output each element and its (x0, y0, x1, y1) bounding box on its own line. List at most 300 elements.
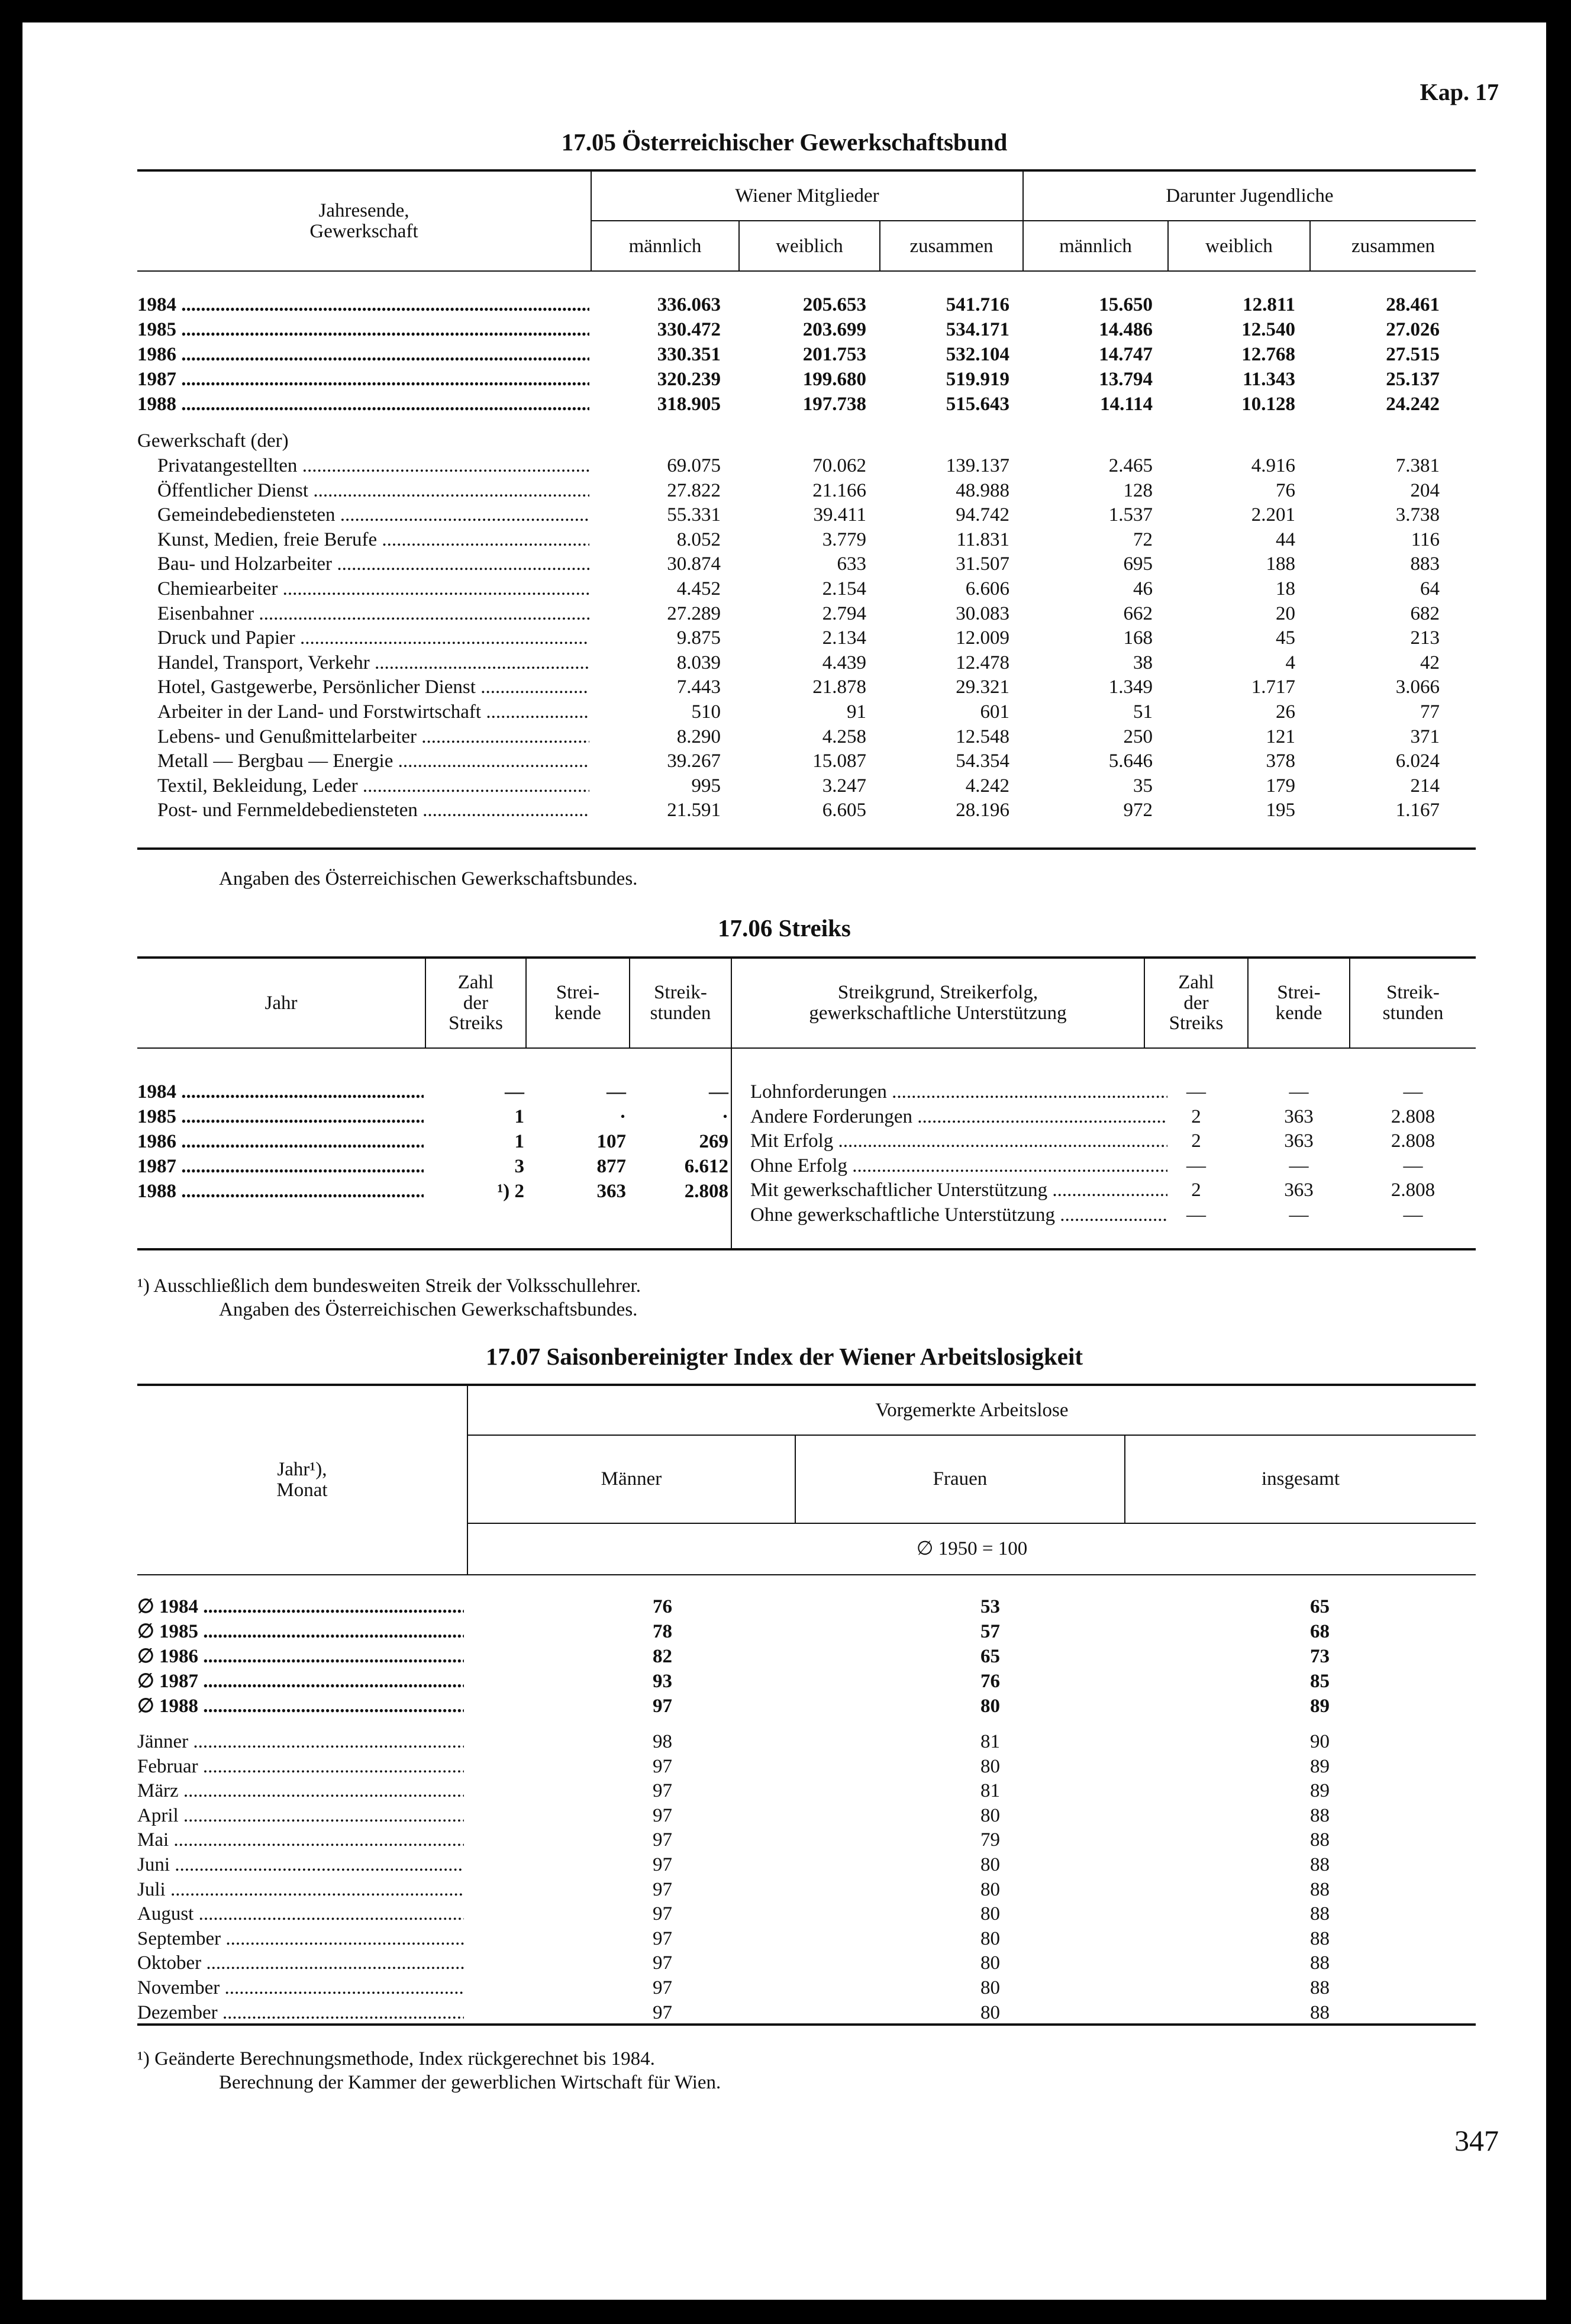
cell-value: 21.591 (667, 800, 721, 821)
footnote: ¹) Ausschließlich dem bundesweiten Streik der Volksschullehrer. (137, 1275, 641, 1297)
cell-value: 128 (1123, 479, 1153, 501)
cell-value: 2.808 (1391, 1105, 1435, 1127)
base-note: ∅ 1950 = 100 (916, 1538, 1028, 1560)
cell-value: 48.988 (956, 479, 1009, 501)
cell-value: 88 (1310, 2001, 1330, 2023)
col-header: Zahl der Streiks (449, 971, 503, 1034)
row-label: Privatangestellten ..... (157, 453, 589, 478)
cell-value: 330.472 (657, 319, 721, 340)
row-label: Jänner ..... (137, 1729, 464, 1754)
cell-value: — (607, 1081, 626, 1103)
cell-value: 1 (514, 1131, 524, 1152)
row-label: 1985 ..... (137, 1104, 424, 1129)
cell-value: 214 (1410, 775, 1440, 797)
cell-value: 363 (1284, 1179, 1314, 1201)
row-label: September ..... (137, 1926, 464, 1951)
cell-value: 12.009 (956, 627, 1009, 649)
cell-value: 91 (847, 701, 866, 723)
group-header-members: Wiener Mitglieder (735, 185, 879, 207)
cell-value: 51 (1133, 701, 1153, 723)
cell-value: — (709, 1081, 728, 1103)
cell-value: 116 (1411, 528, 1440, 550)
row-label: 1985 ..... (137, 317, 589, 342)
table-row (22, 1694, 1546, 1719)
row-label: Hotel, Gastgewerbe, Persönlicher Dienst ..... (157, 675, 589, 700)
table-row (22, 1594, 1546, 1619)
cell-value: 4.439 (822, 652, 866, 673)
cell-value: 80 (980, 2001, 1000, 2023)
cell-value: 72 (1133, 528, 1153, 550)
cell-value: 14.114 (1100, 394, 1153, 415)
cell-value: 121 (1266, 726, 1295, 747)
cell-value: 88 (1310, 1878, 1330, 1900)
cell-value: 81 (980, 1731, 1000, 1752)
cell-value: 1.537 (1108, 504, 1153, 526)
row-label: Andere Forderungen ..... (750, 1104, 1167, 1129)
cell-value: 97 (653, 1755, 672, 1777)
cell-value: 20 (1276, 602, 1295, 624)
cell-value: 378 (1266, 750, 1295, 772)
group-header: Vorgemerkte Arbeitslose (875, 1399, 1069, 1421)
cell-value: 682 (1410, 602, 1440, 624)
cell-value: — (1186, 1204, 1206, 1226)
row-label: Dezember ..... (137, 2000, 464, 2025)
cell-value: — (1403, 1155, 1423, 1176)
cell-value: 168 (1123, 627, 1153, 649)
table-row (22, 1104, 1546, 1129)
cell-value: 80 (980, 1952, 1000, 1974)
cell-value: 44 (1276, 528, 1295, 550)
col-header: Frauen (933, 1468, 988, 1490)
table-1707-title: 17.07 Saisonbereinigter Index der Wiener Arbeitslosigkeit (485, 1343, 1083, 1370)
table-row (22, 773, 1546, 798)
row-label: November ..... (137, 1975, 464, 2000)
col-header: Strei- kende (554, 982, 601, 1024)
footnote: ¹) Geänderte Berechnungsmethode, Index rückgerechnet bis 1984. (137, 2048, 655, 2070)
cell-value: 97 (653, 1878, 672, 1900)
cell-value: 541.716 (946, 294, 1009, 315)
cell-value: 3.066 (1395, 676, 1440, 698)
cell-value: 53 (980, 1596, 1000, 1617)
cell-value: 38 (1133, 652, 1153, 673)
cell-value: 27.289 (667, 602, 721, 624)
table-row (22, 1178, 1546, 1203)
cell-value: 1.349 (1108, 676, 1153, 698)
table-row (22, 478, 1546, 503)
page (22, 22, 1546, 2300)
cell-value: 363 (1284, 1130, 1314, 1152)
row-label: August ..... (137, 1901, 464, 1926)
cell-value: 2.808 (1391, 1130, 1435, 1152)
cell-value: 3.738 (1395, 504, 1440, 526)
cell-value: 54.354 (956, 750, 1009, 772)
cell-value: 205.653 (802, 294, 866, 315)
cell-value: 35 (1133, 775, 1153, 797)
cell-value: 24.242 (1386, 394, 1440, 415)
cell-value: 97 (653, 1927, 672, 1949)
cell-value: 76 (1276, 479, 1295, 501)
cell-value: 97 (653, 1780, 672, 1802)
row-label: Öffentlicher Dienst ..... (157, 478, 589, 503)
table-row (22, 650, 1546, 675)
cell-value: 1.167 (1395, 800, 1440, 821)
rule (137, 847, 1476, 850)
row-label: Juni ..... (137, 1852, 464, 1877)
cell-value: 363 (1284, 1105, 1314, 1127)
cell-value: 77 (1420, 701, 1440, 723)
cell-value: 330.351 (657, 344, 721, 365)
table-row (22, 798, 1546, 823)
table-row (22, 724, 1546, 749)
cell-value: 2.154 (822, 578, 866, 599)
row-label: ∅ 1985 ..... (137, 1619, 464, 1644)
row-label: 1988 ..... (137, 1179, 424, 1204)
row-label: Gemeindebediensteten ..... (157, 502, 589, 527)
cell-value: 97 (653, 1829, 672, 1851)
cell-value: — (1186, 1155, 1206, 1176)
cell-value: 2.201 (1251, 504, 1295, 526)
table-row (22, 552, 1546, 576)
table-row (22, 292, 1546, 317)
table-row (22, 675, 1546, 700)
cell-value: 107 (596, 1131, 626, 1152)
cell-value: 30.083 (956, 602, 1009, 624)
col-header: Männer (601, 1468, 662, 1490)
row-label: Druck und Papier ..... (157, 626, 589, 650)
cell-value: 97 (653, 1903, 672, 1925)
cell-value: 4.452 (676, 578, 721, 599)
row-label: Textil, Bekleidung, Leder ..... (157, 773, 589, 798)
cell-value: 97 (653, 1696, 672, 1717)
cell-value: 2.465 (1108, 455, 1153, 476)
cell-value: 3.247 (822, 775, 866, 797)
cell-value: 70.062 (812, 455, 866, 476)
table-row (22, 527, 1546, 552)
row-label: Chemiearbeiter ..... (157, 576, 589, 601)
cell-value: 42 (1420, 652, 1440, 673)
cell-value: 7.443 (676, 676, 721, 698)
rule (137, 1574, 1476, 1575)
col-header: insgesamt (1262, 1468, 1340, 1490)
cell-value: 89 (1310, 1696, 1330, 1717)
cell-value: 3 (514, 1156, 524, 1177)
cell-value: 11.831 (956, 528, 1009, 550)
cell-value: 201.753 (802, 344, 866, 365)
chapter-label: Kap. 17 (1420, 79, 1499, 105)
cell-value: 6.612 (684, 1156, 728, 1177)
row-label: Ohne Erfolg ..... (750, 1153, 1167, 1178)
row-label: ∅ 1984 ..... (137, 1594, 464, 1619)
row-label: Mit Erfolg ..... (750, 1129, 1167, 1153)
table-row (22, 1877, 1546, 1902)
rule (137, 2023, 1476, 2026)
row-label: April ..... (137, 1803, 464, 1828)
row-label: Bau- und Holzarbeiter ..... (157, 552, 589, 576)
cell-value: 88 (1310, 1854, 1330, 1875)
cell-value: 15.087 (812, 750, 866, 772)
cell-value: 633 (837, 553, 866, 575)
cell-value: 80 (980, 1903, 1000, 1925)
cell-value: 89 (1310, 1755, 1330, 1777)
cell-value: 203.699 (802, 319, 866, 340)
cell-value: 12.478 (956, 652, 1009, 673)
row-label: 1987 ..... (137, 367, 589, 392)
cell-value: 80 (980, 1977, 1000, 1999)
cell-value: 519.919 (946, 369, 1009, 390)
table-row (22, 1827, 1546, 1852)
cell-value: 78 (653, 1621, 672, 1642)
cell-value: 10.128 (1241, 394, 1295, 415)
cell-value: 13.794 (1099, 369, 1153, 390)
row-label: 1986 ..... (137, 342, 589, 367)
table-row (22, 1852, 1546, 1877)
table-row (22, 1669, 1546, 1694)
cell-value: 8.039 (676, 652, 721, 673)
cell-value: 27.515 (1386, 344, 1440, 365)
cell-value: 88 (1310, 1903, 1330, 1925)
rule (137, 1248, 1476, 1250)
cell-value: 2 (1191, 1130, 1201, 1152)
cell-value: 94.742 (956, 504, 1009, 526)
cell-value: 601 (980, 701, 1009, 723)
table-row (22, 1644, 1546, 1669)
table-row (22, 1203, 1546, 1227)
cell-value: 30.874 (667, 553, 721, 575)
cell-value: 2 (1191, 1179, 1201, 1201)
cell-value: 204 (1410, 479, 1440, 501)
cell-value: — (1289, 1155, 1309, 1176)
cell-value: 76 (980, 1671, 1000, 1692)
page-number: 347 (1454, 2124, 1499, 2157)
col-header: Streikgrund, Streikerfolg, gewerkschaftliche Unterstützung (809, 982, 1067, 1024)
cell-value: 90 (1310, 1731, 1330, 1752)
cell-value: 97 (653, 1854, 672, 1875)
cell-value: 93 (653, 1671, 672, 1692)
cell-value: 65 (980, 1646, 1000, 1667)
cell-value: 28.461 (1386, 294, 1440, 315)
cell-value: 39.267 (667, 750, 721, 772)
col-header: Jahr (264, 992, 298, 1014)
table-row (22, 392, 1546, 417)
table-row (22, 502, 1546, 527)
cell-value: 97 (653, 2001, 672, 2023)
row-label: Lebens- und Genußmittelarbeiter ..... (157, 724, 589, 749)
row-label: Metall — Bergbau — Energie ..... (157, 749, 589, 773)
cell-value: ¹) 2 (497, 1181, 524, 1202)
cell-value: 515.643 (946, 394, 1009, 415)
cell-value: 80 (980, 1854, 1000, 1875)
cell-value: 98 (653, 1731, 672, 1752)
cell-value: 15.650 (1099, 294, 1153, 315)
cell-value: 80 (980, 1878, 1000, 1900)
cell-value: 88 (1310, 1927, 1330, 1949)
cell-value: 7.381 (1395, 455, 1440, 476)
table-row (22, 1926, 1546, 1951)
cell-value: 2.794 (822, 602, 866, 624)
table-1705-title: 17.05 Österreichischer Gewerkschaftsbund (561, 128, 1008, 156)
cell-value: 82 (653, 1646, 672, 1667)
col-header: männlich (628, 235, 702, 257)
cell-value: 197.738 (802, 394, 866, 415)
stub-header: Jahresende, Gewerkschaft (309, 200, 418, 242)
group-header-youth: Darunter Jugendliche (1166, 185, 1334, 207)
rule (137, 1047, 1476, 1049)
cell-value: 64 (1420, 578, 1440, 599)
cell-value: 195 (1266, 800, 1295, 821)
row-label: Mit gewerkschaftlicher Unterstützung ..... (750, 1178, 1167, 1203)
table-row (22, 1951, 1546, 1975)
cell-value: 25.137 (1386, 369, 1440, 390)
cell-value: 4 (1285, 652, 1295, 673)
cell-value: 4.916 (1251, 455, 1295, 476)
cell-value: 80 (980, 1804, 1000, 1826)
cell-value: 80 (980, 1755, 1000, 1777)
cell-value: 39.411 (813, 504, 866, 526)
table-row (22, 1778, 1546, 1803)
table-row (22, 342, 1546, 367)
cell-value: 97 (653, 1804, 672, 1826)
cell-value: 199.680 (802, 369, 866, 390)
cell-value: 81 (980, 1780, 1000, 1802)
cell-value: 68 (1310, 1621, 1330, 1642)
table-row (22, 1153, 1546, 1178)
cell-value: 2.808 (684, 1181, 728, 1202)
table-row (22, 367, 1546, 392)
group-label: Gewerkschaft (der) (137, 430, 289, 452)
cell-value: 6.024 (1395, 750, 1440, 772)
table-row (22, 1619, 1546, 1644)
cell-value: 80 (980, 1696, 1000, 1717)
cell-value: 510 (691, 701, 721, 723)
cell-value: 995 (691, 775, 721, 797)
row-label: Arbeiter in der Land- und Forstwirtschaft ..... (157, 700, 589, 724)
cell-value: 371 (1410, 726, 1440, 747)
cell-value: 534.171 (946, 319, 1009, 340)
cell-value: 85 (1310, 1671, 1330, 1692)
row-label: 1986 ..... (137, 1129, 424, 1154)
table-row (22, 700, 1546, 724)
cell-value: 27.822 (667, 479, 721, 501)
cell-value: 73 (1310, 1646, 1330, 1667)
table-row (22, 1729, 1546, 1754)
source-note: Angaben des Österreichischen Gewerkschaftsbundes. (219, 1299, 638, 1320)
cell-value: 12.768 (1241, 344, 1295, 365)
cell-value: 11.343 (1243, 369, 1295, 390)
cell-value: 336.063 (657, 294, 721, 315)
cell-value: 2.134 (822, 627, 866, 649)
cell-value: 318.905 (657, 394, 721, 415)
cell-value: 8.290 (676, 726, 721, 747)
cell-value: 31.507 (956, 553, 1009, 575)
col-header: weiblich (1205, 235, 1273, 257)
source-note: Berechnung der Kammer der gewerblichen Wirtschaft für Wien. (219, 2072, 721, 2093)
col-header: Streik- stunden (650, 982, 711, 1024)
cell-value: 363 (596, 1181, 626, 1202)
table-row (22, 1803, 1546, 1828)
table-row (22, 1901, 1546, 1926)
cell-value: 877 (596, 1156, 626, 1177)
cell-value: — (1403, 1204, 1423, 1226)
cell-value: 9.875 (676, 627, 721, 649)
cell-value: 55.331 (667, 504, 721, 526)
cell-value: 88 (1310, 1829, 1330, 1851)
row-label: Lohnforderungen ..... (750, 1079, 1167, 1104)
cell-value: 12.548 (956, 726, 1009, 747)
cell-value: 65 (1310, 1596, 1330, 1617)
row-label: 1984 ..... (137, 1079, 424, 1104)
cell-value: 139.137 (946, 455, 1009, 476)
cell-value: 76 (653, 1596, 672, 1617)
cell-value: — (505, 1081, 524, 1103)
cell-value: 1.717 (1251, 676, 1295, 698)
cell-value: 28.196 (956, 800, 1009, 821)
cell-value: 6.606 (965, 578, 1009, 599)
cell-value: 18 (1276, 578, 1295, 599)
cell-value: 1 (514, 1106, 524, 1127)
cell-value: 88 (1310, 1952, 1330, 1974)
cell-value: 80 (980, 1927, 1000, 1949)
cell-value: 883 (1410, 553, 1440, 575)
cell-value: — (1403, 1081, 1423, 1103)
cell-value: 12.540 (1241, 319, 1295, 340)
row-label: 1984 ..... (137, 292, 589, 317)
col-header: Zahl der Streiks (1169, 971, 1224, 1034)
cell-value: 27.026 (1386, 319, 1440, 340)
cell-value: — (1289, 1081, 1309, 1103)
row-label: Handel, Transport, Verkehr ..... (157, 650, 589, 675)
table-row (22, 2000, 1546, 2025)
cell-value: 188 (1266, 553, 1295, 575)
col-header: zusammen (1351, 235, 1435, 257)
cell-value: 269 (699, 1131, 728, 1152)
table-row (22, 576, 1546, 601)
row-label: Februar ..... (137, 1754, 464, 1779)
cell-value: 532.104 (946, 344, 1009, 365)
row-label: März ..... (137, 1778, 464, 1803)
col-header: weiblich (776, 235, 843, 257)
cell-value: 213 (1410, 627, 1440, 649)
row-label: ∅ 1988 ..... (137, 1694, 464, 1719)
cell-value: 5.646 (1108, 750, 1153, 772)
table-row (22, 453, 1546, 478)
cell-value: 3.779 (822, 528, 866, 550)
row-label: ∅ 1987 ..... (137, 1669, 464, 1694)
row-label: 1988 ..... (137, 392, 589, 417)
cell-value: 14.486 (1099, 319, 1153, 340)
table-row (22, 749, 1546, 773)
cell-value: 6.605 (822, 800, 866, 821)
cell-value: · (721, 1106, 728, 1127)
row-label: ∅ 1986 ..... (137, 1644, 464, 1669)
stub-header: Jahr¹), Monat (276, 1459, 328, 1501)
col-header: zusammen (909, 235, 993, 257)
cell-value: 45 (1276, 627, 1295, 649)
table-row (22, 1754, 1546, 1779)
cell-value: 320.239 (657, 369, 721, 390)
cell-value: 26 (1276, 701, 1295, 723)
table-row (22, 601, 1546, 626)
cell-value: 88 (1310, 1977, 1330, 1999)
cell-value: 179 (1266, 775, 1295, 797)
row-label: Ohne gewerkschaftliche Unterstützung ..... (750, 1203, 1167, 1227)
cell-value: 29.321 (956, 676, 1009, 698)
row-label: 1987 ..... (137, 1154, 424, 1179)
cell-value: — (1186, 1081, 1206, 1103)
row-label: Mai ..... (137, 1827, 464, 1852)
row-label: Oktober ..... (137, 1951, 464, 1975)
table-row (22, 1079, 1546, 1104)
table-1706-title: 17.06 Streiks (718, 914, 851, 942)
